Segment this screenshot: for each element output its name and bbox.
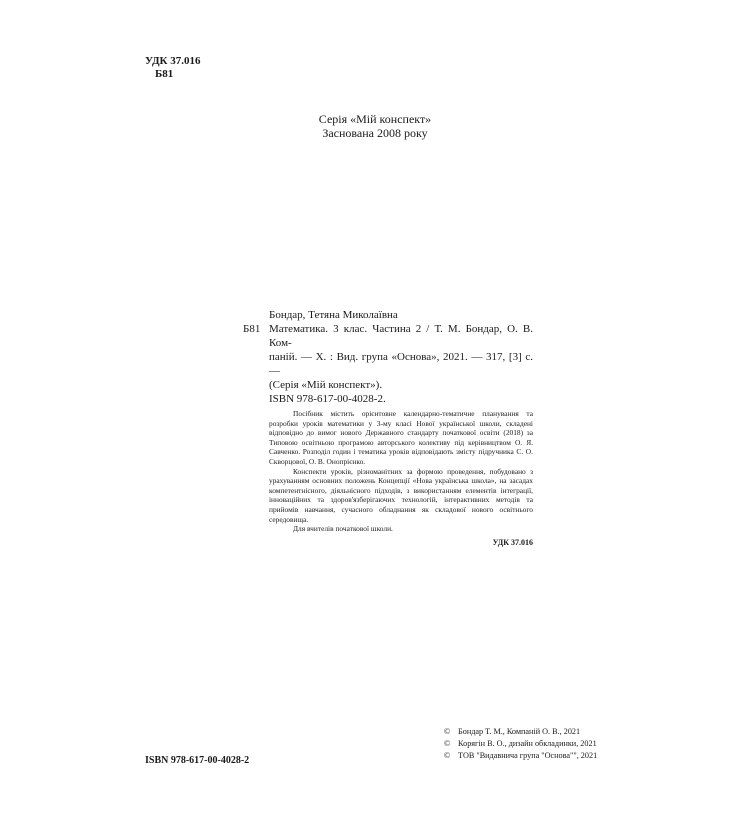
card-udk: УДК 37.016	[492, 537, 533, 547]
copyright-text: Корягін В. О., дизайн обкладинки, 2021	[458, 739, 597, 748]
audience-note: Для вчителів початкової школи.	[293, 524, 393, 534]
annotation-paragraph: Конспекти уроків, різноманітних за формою проведення, побудовано з урахуванням основних положень Концепції «Нова українська школа», на засадах компетентнісного, діяльнісного підходів, з використанням елементів інтеграції, інноваційних та здоров'язберігаючих технологій, інтерактивних методів та прийомів навчання, сучасного обладнання як складової нового освітнього середовища.	[269, 466, 533, 524]
catalog-card	[243, 308, 533, 547]
copyright-text: Бондар Т. М., Компанiй О. В., 2021	[458, 727, 581, 736]
card-title-line: панiй. — Х. : Вид. група «Основа», 2021. — 317, [3] с. —	[269, 351, 533, 377]
series-info	[0, 112, 750, 140]
series-founded: Заснована 2008 року	[322, 126, 428, 140]
card-title-line: (Серія «Мій конспект»).	[269, 379, 383, 391]
card-title-block	[243, 322, 533, 392]
annotation-paragraph: Посібник містить орієнтовне календарно-тематичне планування та розробки уроків математики у 3-му класі Нової української школи, складені відповідно до вимог нового Державного стандарту початкової освіти (2018) за Типовою освітньою програмою авторського колективу під керівництвом О. Я. Савченко. Розподіл годин і тематика уроків відповідають змісту підручника С. О. Скворцової, О. В. Онопрієнко.	[269, 409, 533, 466]
card-title-line: Математика. 3 клас. Частина 2 / Т. М. Бондар, О. В. Ком-	[269, 323, 533, 349]
copyright-line	[444, 750, 597, 762]
series-name: Серія «Мій конспект»	[318, 112, 432, 126]
udk-code: УДК 37.016	[145, 55, 201, 67]
copyright-symbol: ©	[444, 751, 451, 760]
author-index: Б81	[155, 68, 174, 80]
isbn-footer: ISBN 978-617-00-4028-2	[145, 755, 250, 766]
copyright-symbol: ©	[444, 727, 451, 736]
card-index: Б81	[243, 323, 261, 335]
udk-block	[145, 55, 201, 81]
copyright-symbol: ©	[444, 739, 451, 748]
copyright-block	[444, 726, 597, 762]
copyright-line	[444, 726, 597, 738]
copyright-text: ТОВ "Видавнича група "Основа"", 2021	[458, 751, 598, 760]
card-annotation	[243, 409, 533, 534]
card-author: Бондар, Тетяна Миколаївна	[269, 309, 398, 321]
copyright-line	[444, 738, 597, 750]
card-isbn: ISBN 978-617-00-4028-2.	[269, 393, 386, 405]
